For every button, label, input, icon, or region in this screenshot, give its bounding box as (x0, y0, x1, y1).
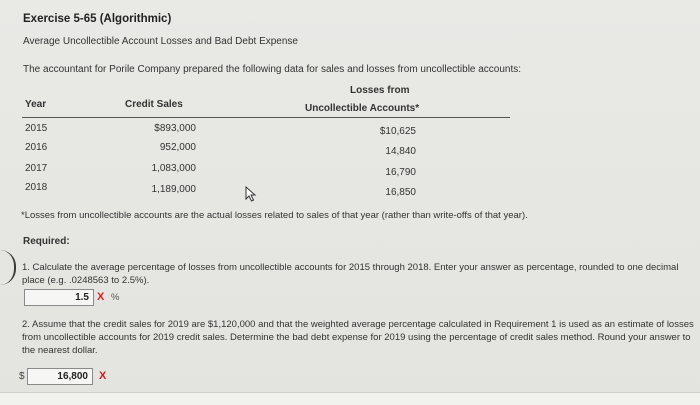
mouse-pointer-icon (245, 186, 259, 202)
row-2015-sales: $893,000 (154, 123, 196, 134)
exercise-title: Exercise 5-65 (Algorithmic) (23, 13, 172, 25)
question-1-unit: % (111, 292, 120, 303)
row-2018-loss: 16,850 (385, 187, 416, 198)
row-2015-year: 2015 (25, 123, 48, 134)
row-2016-year: 2016 (25, 142, 48, 153)
question-2-answer-input[interactable]: 16,800 (27, 368, 93, 385)
header-losses-line1: Losses from (350, 85, 410, 96)
question-2-prefix: $ (19, 371, 25, 382)
row-2015-loss: $10,625 (379, 126, 416, 137)
row-2018-sales: 1,189,000 (151, 184, 196, 195)
row-2018-year: 2018 (25, 182, 48, 193)
exercise-subtitle: Average Uncollectible Account Losses and Bad Debt Expense (23, 36, 298, 47)
header-losses-line2: Uncollectible Accounts* (305, 103, 420, 114)
table-footnote: *Losses from uncollectible accounts are the actual losses related to sales of that year (rather than write-offs of that year). (21, 210, 528, 221)
row-2016-sales: 952,000 (159, 142, 196, 153)
question-1-text: 1. Calculate the average percentage of losses from uncollectible accounts for 2015 through 2018. Enter your answer as percentage, rounded to one decimal place (e.g. .0248563 to 2.5%). (22, 262, 679, 286)
header-year: Year (25, 99, 47, 110)
required-label: Required: (23, 236, 70, 247)
page-fold-edge (0, 250, 16, 285)
x-mark-icon: X (99, 370, 107, 382)
question-1-answer-input[interactable]: 1.5 (24, 289, 94, 306)
exercise-intro: The accountant for Porile Company prepared the following data for sales and losses from uncollectible accounts: (23, 64, 522, 75)
page-bottom-edge (0, 392, 700, 405)
header-divider (22, 117, 510, 118)
question-2-text: 2. Assume that the credit sales for 2019 are $1,120,000 and that the weighted average percentage calculated in Requirement 1 is used as an estimate of losses from uncollectible accounts for 2019 credit sales. Determine the bad debt expense for 2019 using the percentage of credit sales method. Round your answer to the nearest dollar. (22, 319, 694, 356)
row-2016-loss: 14,840 (385, 146, 416, 157)
x-mark-icon: X (97, 291, 105, 303)
row-2017-year: 2017 (25, 163, 48, 174)
header-credit-sales: Credit Sales (125, 99, 183, 110)
row-2017-sales: 1,083,000 (151, 163, 196, 174)
row-2017-loss: 16,790 (385, 167, 416, 178)
